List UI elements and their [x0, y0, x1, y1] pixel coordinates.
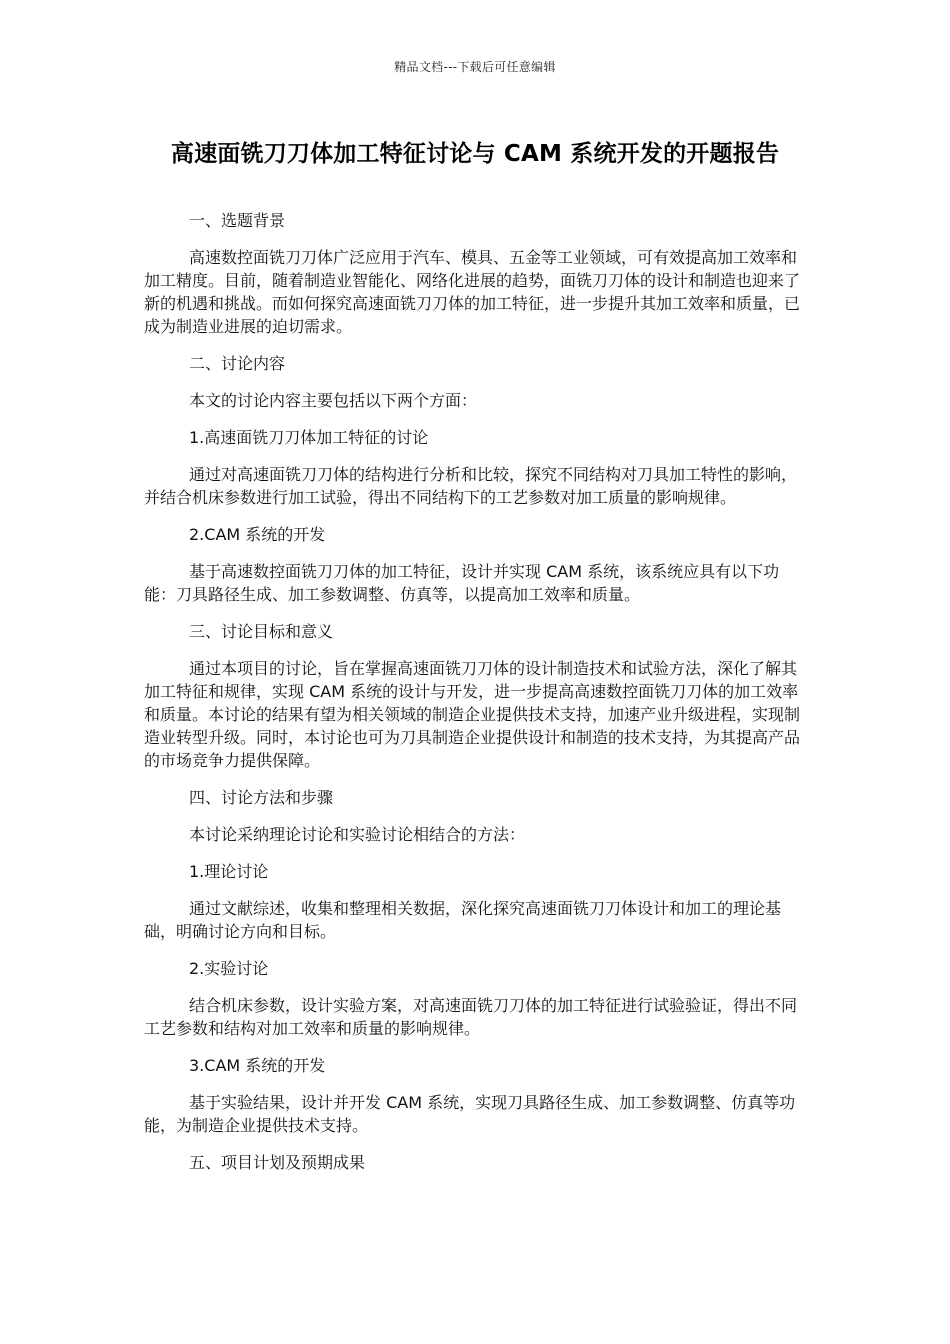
subheading-cam: 2.CAM 系统的开发 — [189, 525, 326, 544]
paragraph-cam: 基于高速数控面铣刀刀体的加工特征，设计并实现 CAM 系统，该系统应具有以下功能：刀具路径生成、加工参数调整、仿真等，以提高加工效率和质量。 — [144, 562, 780, 604]
paragraph-theory: 通过文献综述，收集和整理相关数据，深化探究高速面铣刀刀体设计和加工的理论基础，明确讨论方向和目标。 — [144, 899, 782, 941]
paragraph-experiment: 结合机床参数，设计实验方案，对高速面铣刀刀体的加工特征进行试验验证，得出不同工艺参数和结构对加工效率和质量的影响规律。 — [144, 996, 798, 1038]
section-heading-background: 一、选题背景 — [189, 211, 286, 230]
header-note: 精品文档---下载后可任意编辑 — [394, 60, 556, 74]
section-heading-content: 二、讨论内容 — [189, 354, 286, 373]
subheading-experiment: 2.实验讨论 — [189, 959, 269, 978]
document-body — [144, 209, 806, 1188]
subheading-features: 1.高速面铣刀刀体加工特征的讨论 — [189, 428, 429, 447]
paragraph-methods-intro: 本讨论采纳理论讨论和实验讨论相结合的方法： — [189, 825, 526, 844]
paragraph-goals: 通过本项目的讨论，旨在掌握高速面铣刀刀体的设计制造技术和试验方法，深化了解其加工特征和规律，实现 CAM 系统的设计与开发，进一步提高高速数控面铣刀刀体的加工效率和质量。本讨论的结果有望为相关领域的制造企业提供技术支持，加速产业升级进程，实现制造业转型升级。同时，本讨论也可为刀具制造企业提供设计和制造的技术支持，为其提高产品的市场竞争力提供保障。 — [144, 659, 801, 770]
paragraph-features: 通过对高速面铣刀刀体的结构进行分析和比较，探究不同结构对刀具加工特性的影响，并结合机床参数进行加工试验，得出不同结构下的工艺参数对加工质量的影响规律。 — [144, 465, 798, 507]
section-heading-methods: 四、讨论方法和步骤 — [189, 788, 334, 807]
document-title: 高速面铣刀刀体加工特征讨论与 CAM 系统开发的开题报告 — [170, 141, 780, 167]
subheading-cam-development: 3.CAM 系统的开发 — [189, 1056, 326, 1075]
subheading-theory: 1.理论讨论 — [189, 862, 269, 881]
section-heading-plan: 五、项目计划及预期成果 — [189, 1153, 366, 1172]
paragraph-background: 高速数控面铣刀刀体广泛应用于汽车、模具、五金等工业领域，可有效提高加工效率和加工精度。目前，随着制造业智能化、网络化进展的趋势，面铣刀刀体的设计和制造也迎来了新的机遇和挑战。而如何探究高速面铣刀刀体的加工特征，进一步提升其加工效率和质量，已成为制造业进展的迫切需求。 — [144, 248, 801, 336]
paragraph-cam-development: 基于实验结果，设计并开发 CAM 系统，实现刀具路径生成、加工参数调整、仿真等功能，为制造企业提供技术支持。 — [144, 1093, 796, 1135]
paragraph-content-intro: 本文的讨论内容主要包括以下两个方面： — [189, 391, 478, 410]
section-heading-goals: 三、讨论目标和意义 — [189, 622, 334, 641]
